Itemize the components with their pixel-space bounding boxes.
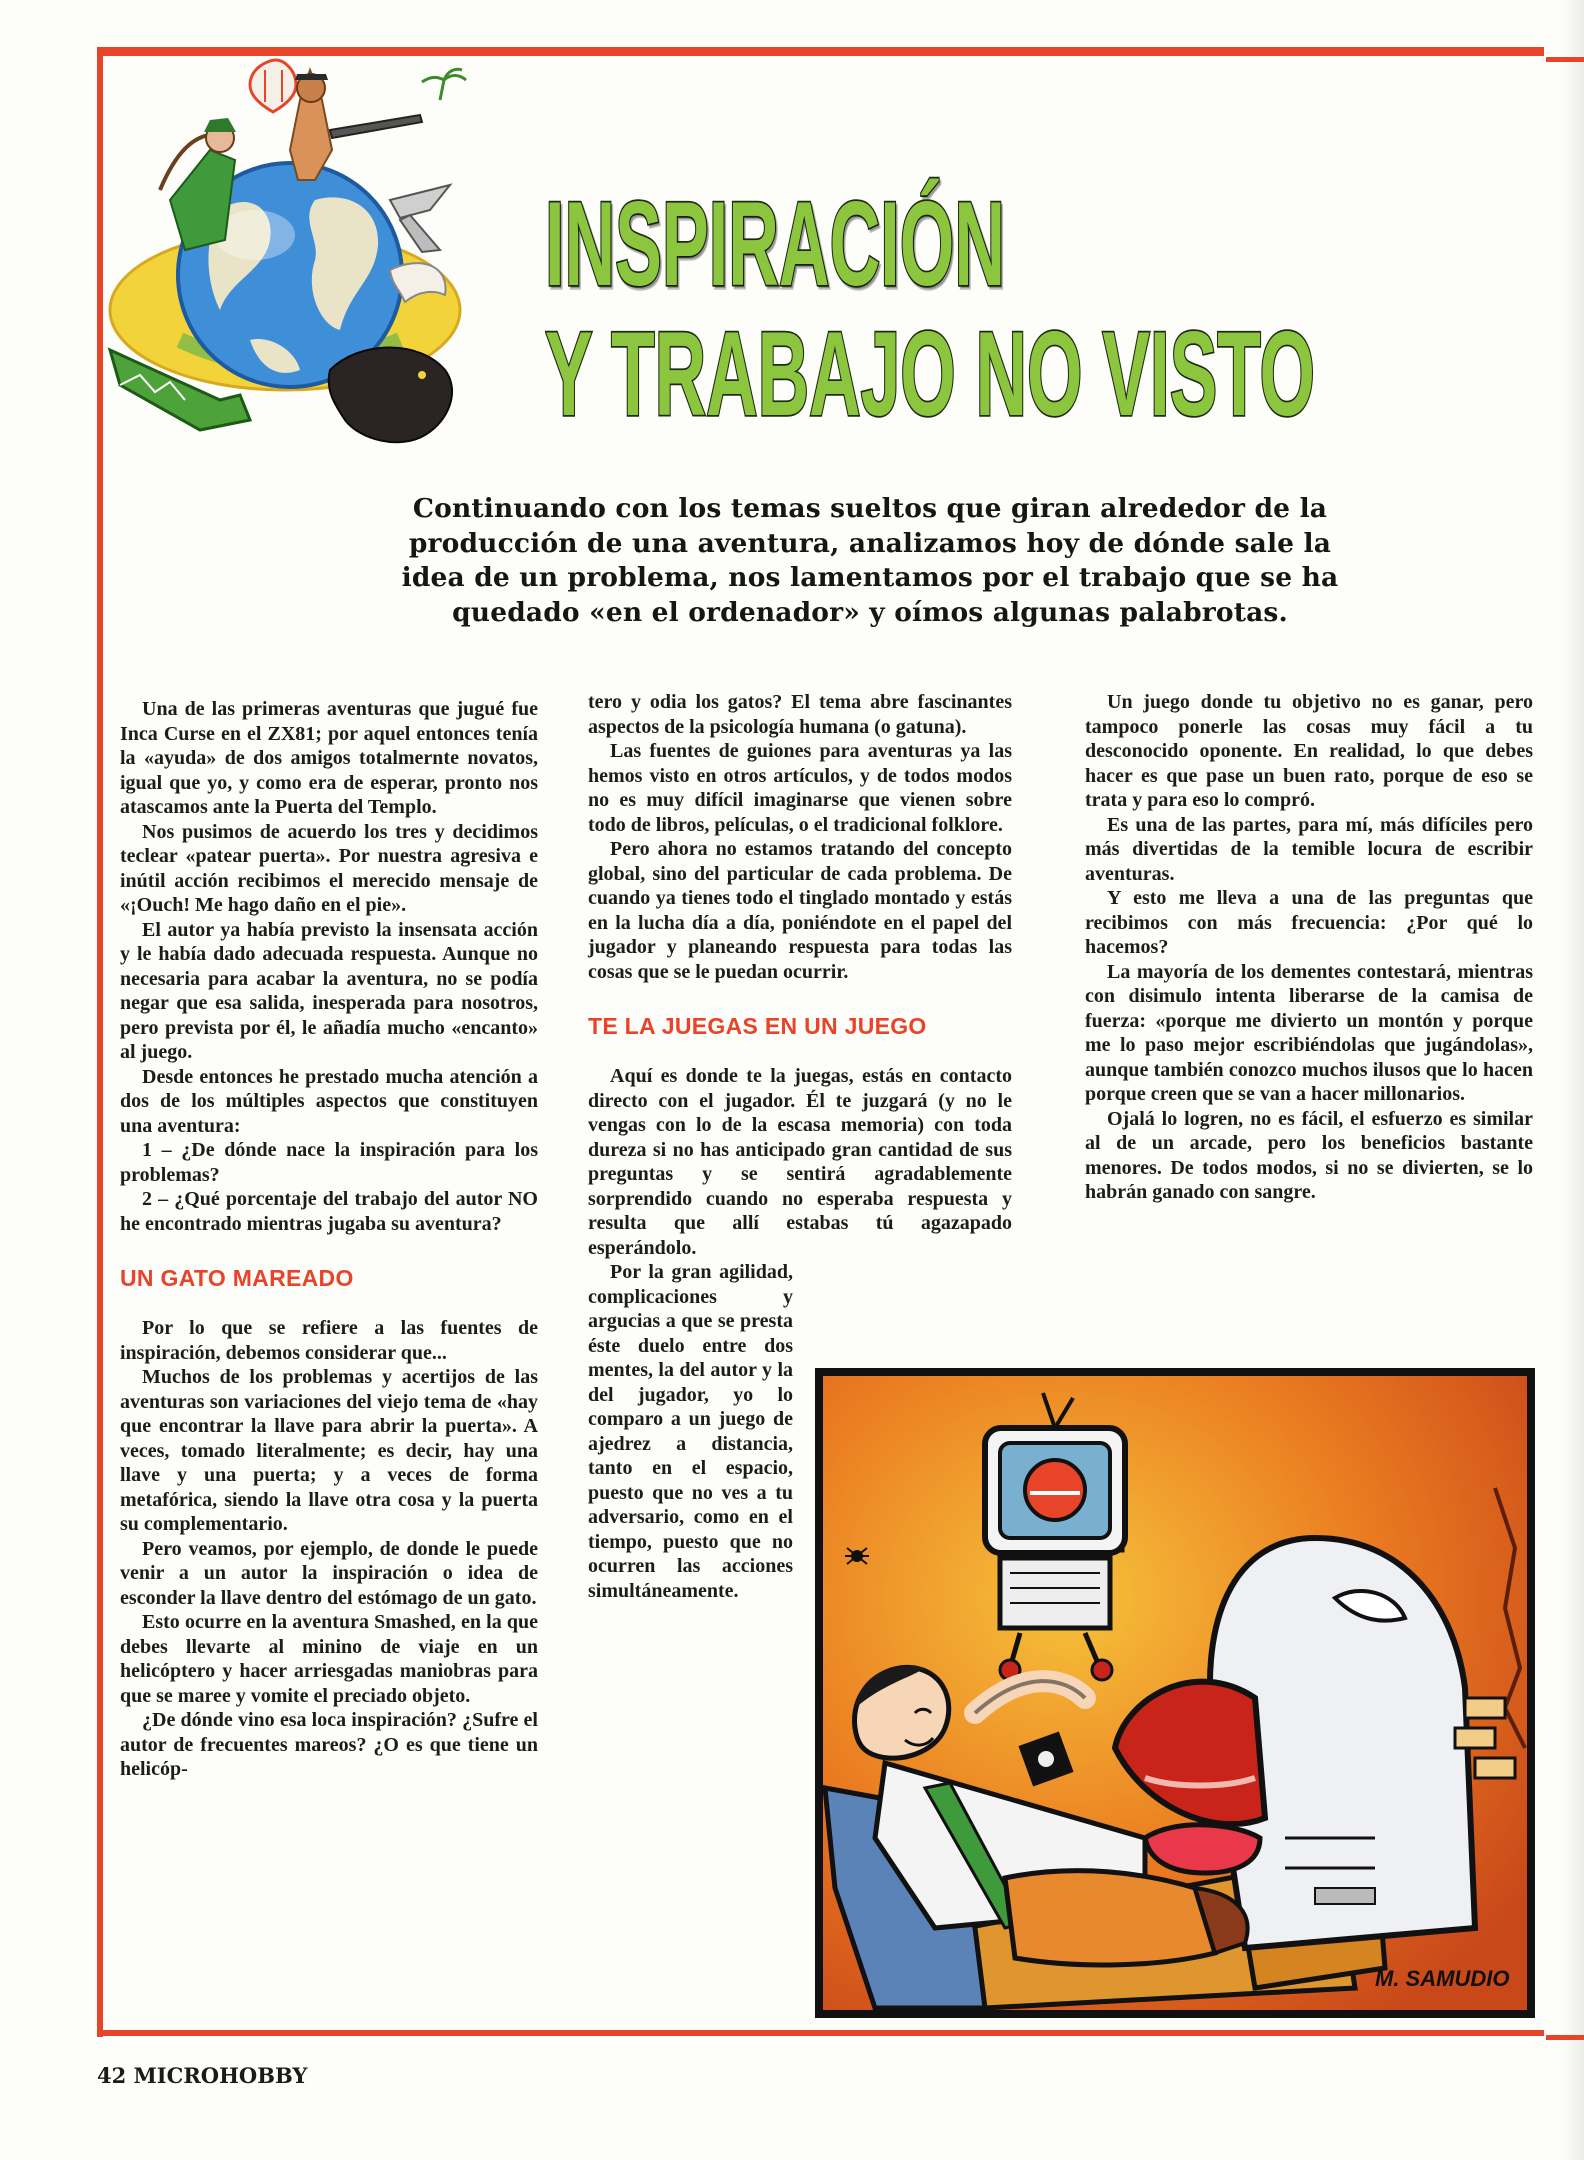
paragraph: Pero ahora no estamos tratando del concepto global, sino del particular de cada problema. De cuando ya tienes todo el tinglado montado y estás en la lucha día a día, poniéndote en el papel del jugador y planeando respuesta para todas las cosas que se le puedan ocurrir. [588, 838, 1012, 983]
cartoon-signature: M. SAMUDIO [1375, 1966, 1510, 1991]
adventure-globe-illustration [100, 40, 500, 460]
paragraph: Un juego donde tu objetivo no es ganar, pero tampoco ponerle las cosas muy fácil a tu desconocido oponente. En realidad, lo que debes hacer es que pase un buen rato, porque de eso se trata y para eso lo compró. [1085, 691, 1533, 811]
text-column-3 [1085, 690, 1533, 1205]
article-intro: Continuando con los temas sueltos que giran alrededor de la producción de una aventura, analizamos hoy de dónde sale la idea de un problema, nos lamentamos por el trabajo que se ha quedado «en el ordenador» y oímos algunas palabrotas. [401, 493, 1339, 628]
frame-right-tab [1546, 57, 1584, 62]
frame-bottom-rule [97, 2030, 1544, 2036]
text-column-1 [120, 697, 538, 1782]
cartoon-illustration [815, 1368, 1535, 2018]
paragraph: La mayoría de los dementes contestará, mientras con disimulo intenta liberarse de la camisa de fuerza: «porque me divierto un montón y porque me lo paso mejor escribiéndolas que jugándolas», aunque también conozco muchos ilusos que lo hacen porque creen que se van a hacer millonarios. [1085, 960, 1533, 1105]
magazine-name: MICROHOBBY [133, 2063, 308, 2088]
paragraph: tero y odia los gatos? El tema abre fascinantes aspectos de la psicología humana (o gatuna). [588, 691, 1012, 738]
paragraph: Pero veamos, por ejemplo, de donde le puede venir a un autor la inspiración o idea de esconder la llave dentro del estómago de un gato. [120, 1537, 538, 1609]
page-edge-shadow [1562, 0, 1584, 2160]
paragraph: Ojalá lo logren, no es fácil, el esfuerzo es similar al de un arcade, pero los beneficios bastante menores. De todos modos, si no se divierten, se lo habrán ganado con sangre. [1085, 1107, 1533, 1203]
palm-tree-icon [422, 69, 466, 100]
panther-icon [329, 348, 452, 443]
paragraph: ¿De dónde vino esa loca inspiración? ¿Sufre el autor de frecuentes mareos? ¿O es que tiene un helicóp- [120, 1709, 538, 1780]
paragraph: Una de las primeras aventuras que jugué fue Inca Curse en el ZX81; por aquel entonces tenía la «ayuda» de dos amigos totalmernte novatos, igual que yo, y como era de esperar, pronto nos atascamos ante la Puerta del Templo. [120, 698, 538, 818]
archer-figure-icon [170, 150, 235, 250]
article-title [545, 175, 1385, 435]
page-number: 42 [97, 2063, 127, 2088]
jet-plane-icon [390, 185, 450, 218]
section-heading: UN GATO MAREADO [120, 1265, 354, 1291]
paragraph: Las fuentes de guiones para aventuras ya las hemos visto en otros artículos, y de todos modos no es muy difícil imaginarse que vienen sobre todo de libros, películas, o el tradicional folklore. [588, 740, 1012, 836]
spider-icon [845, 1548, 869, 1564]
page-footer [97, 2063, 307, 2088]
paragraph: Esto ocurre en la aventura Smashed, en la que debes llevarte al minino de viaje en un helicóptero y hacer arriesgadas maniobras para que se maree y vomite el preciado objeto. [120, 1611, 538, 1707]
paragraph: Por lo que se refiere a las fuentes de inspiración, debemos considerar que... [120, 1317, 538, 1364]
title-line-1: INSPIRACIÓN [545, 177, 1005, 311]
title-line-2: Y TRABAJO NO VISTO [545, 307, 1315, 435]
paragraph: 1 – ¿De dónde nace la inspiración para los problemas? [120, 1139, 538, 1186]
section-heading: TE LA JUEGAS EN UN JUEGO [588, 1013, 927, 1039]
paragraph: El autor ya había previsto la insensata acción y le había dado adecuada respuesta. Aunque no necesaria para acabar la aventura, no se podía negar que esa salida, inesperada para nosotros, pero prevista por él, le añadía mucho «encanto» al juego. [120, 918, 538, 1063]
frame-right-tab-bottom [1546, 2035, 1584, 2040]
paragraph: Aquí es donde te la juegas, estás en contacto directo con el jugador. Él te juzgará (y no le vengas con lo de la escasa memoria) con toda dureza si no has anticipado gran cantidad de sus preguntas y se sentirá agradablemente sorprendido cuando no esperaba respuesta y resulta que allí estabas tú agazapado esperándolo. [588, 1065, 1012, 1259]
paragraph: Es una de las partes, para mí, más difíciles pero más divertidas de la temible locura de escribir aventuras. [1085, 813, 1533, 885]
hot-air-balloon-icon [250, 60, 296, 112]
paragraph: Muchos de los problemas y acertijos de las aventuras son variaciones del viejo tema de «hay que encontrar la llave para abrir la puerta». A veces, tomado literalmente; es decir, hay una llave y una puerta; y a veces de forma metafórica, siendo la llave otra cosa y la puerta su complementario. [120, 1366, 538, 1535]
paragraph: Desde entonces he prestado mucha atención a dos de los múltiples aspectos que constituyen una aventura: [120, 1065, 538, 1137]
monster-tongue-icon [1145, 1825, 1260, 1873]
paragraph: 2 – ¿Qué porcentaje del trabajo del autor NO he encontrado mientras jugaba su aventura? [120, 1188, 538, 1235]
paragraph: Nos pusimos de acuerdo los tres y decidimos teclear «patear puerta». Por nuestra agresiva e inútil acción recibimos el merecido mensaje de «¡Ouch! Me hago daño en el pie». [120, 820, 538, 916]
rifle-icon [330, 115, 422, 138]
paragraph: Y esto me lleva a una de las preguntas que recibimos con más frecuencia: ¿Por qué lo hacemos? [1085, 887, 1533, 958]
paragraph: Por la gran agilidad, complicaciones y argucias a que se presta éste duelo entre dos mentes, la del autor y la del jugador, yo lo comparo a un juego de ajedrez a distancia, tanto en el espacio, puesto que no ves a tu adversario, como en el tiempo, puesto que no ocurren las acciones simultáneamente. [588, 1261, 793, 1602]
